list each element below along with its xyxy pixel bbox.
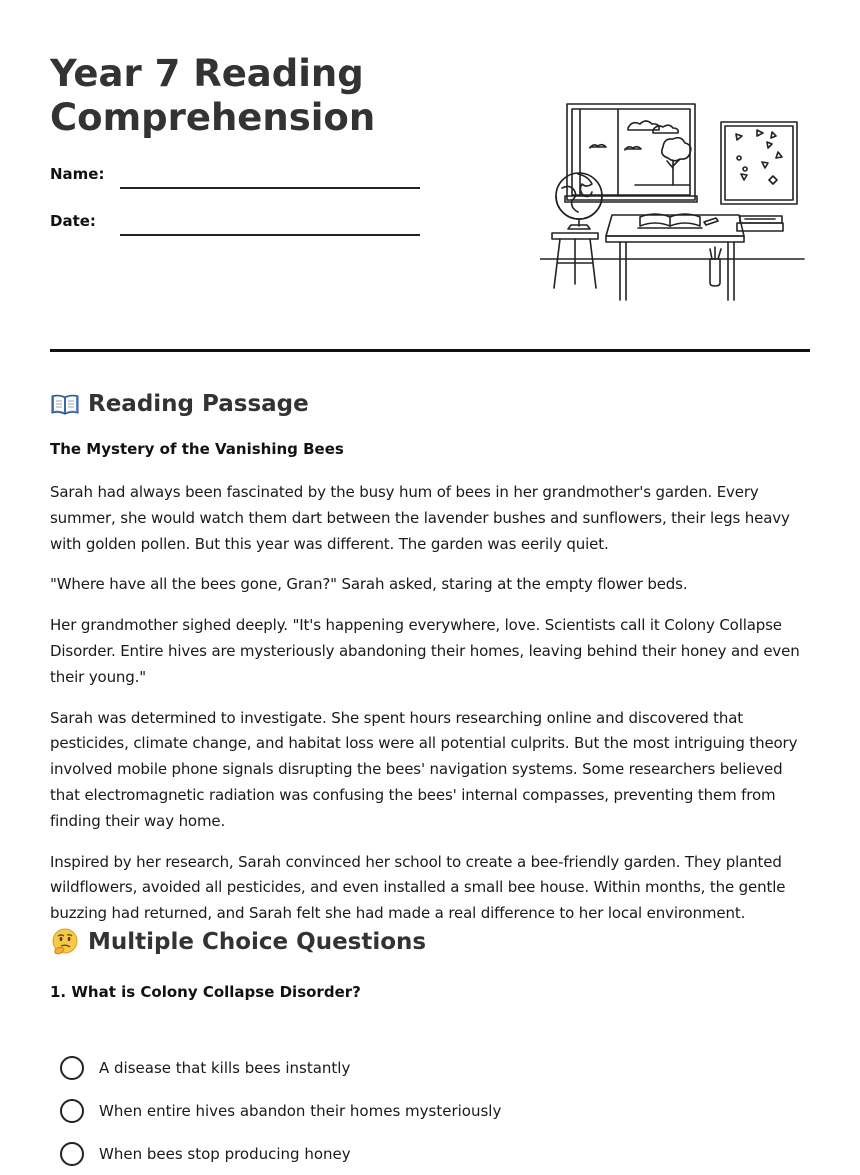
passage-paragraph: Inspired by her research, Sarah convinced her school to create a bee-friendly garden. They planted wildflowers, avoided all pesticides, and even installed a small bee house. Within months, the gentle buzzing had returned, and Sarah felt she had made a real difference to her local environment. [50, 852, 786, 923]
date-field[interactable] [120, 234, 420, 236]
passage-paragraph: Sarah was determined to investigate. She spent hours researching online and discovered that pesticides, climate change, and habitat loss were all potential culprits. But the most intriguing theory involved mobile phone signals disrupting the bees' navigation systems. Some researchers believed that electromagnetic radiation was confusing the bees' internal compasses, preventing them from finding their way home. [50, 708, 798, 830]
answer-option-label: When bees stop producing honey [99, 1144, 351, 1163]
open-book-icon [50, 391, 80, 417]
answer-option[interactable] [60, 1046, 501, 1089]
name-label: Name: [50, 165, 105, 183]
question-1-text: 1. What is Colony Collapse Disorder? [50, 983, 361, 1001]
passage-paragraph: Her grandmother sighed deeply. "It's happening everywhere, love. Scientists call it Colony Collapse Disorder. Entire hives are mysteriously abandoning their homes, leaving behind their honey and even their young." [50, 616, 800, 686]
reading-passage [50, 480, 815, 942]
classroom-illustration [540, 98, 810, 308]
passage-title: The Mystery of the Vanishing Bees [50, 440, 344, 458]
passage-paragraph: "Where have all the bees gone, Gran?" Sarah asked, staring at the empty flower beds. [50, 575, 688, 594]
page-title: Year 7 Reading Comprehension [50, 52, 376, 139]
name-field[interactable] [120, 187, 420, 189]
thinking-face-icon [50, 929, 80, 955]
multiple-choice-title: Multiple Choice Questions [88, 929, 427, 955]
radio-circle-icon[interactable] [60, 1099, 84, 1123]
answer-option[interactable] [60, 1089, 501, 1132]
question-1-options [60, 1046, 501, 1175]
answer-option-label: A disease that kills bees instantly [99, 1058, 351, 1077]
answer-option-label: When entire hives abandon their homes mysteriously [99, 1101, 502, 1120]
radio-circle-icon[interactable] [60, 1056, 84, 1080]
passage-paragraph: Sarah had always been fascinated by the busy hum of bees in her grandmother's garden. Every summer, she would watch them dart between the lavender bushes and sunflowers, their legs heavy with golden pollen. But this year was different. The garden was eerily quiet. [50, 483, 790, 553]
multiple-choice-heading [50, 927, 426, 957]
radio-circle-icon[interactable] [60, 1142, 84, 1166]
answer-option[interactable] [60, 1132, 501, 1175]
reading-passage-title: Reading Passage [88, 391, 309, 417]
date-label: Date: [50, 212, 96, 230]
header-divider [50, 349, 810, 352]
reading-passage-heading [50, 389, 309, 419]
